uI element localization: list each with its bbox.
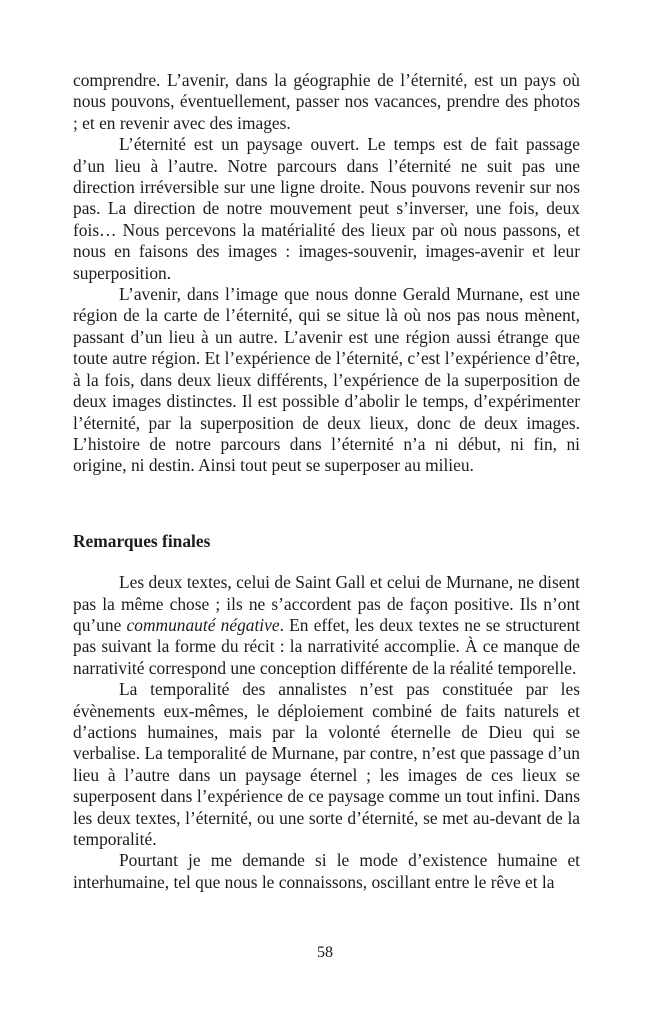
page-number: 58 [317,944,333,961]
paragraph-6: Pourtant je me demande si le mode d’existence humaine et interhumaine, tel que nous le connaissons, oscillant entre le rêve et la [73,850,580,892]
heading-gap [73,552,580,572]
paragraph-4-after: . En effet, les deux textes ne se structurent pas suivant la forme du récit : la narrativité accomplie. À ce manque de narrativité correspond une conception différente de la réalité temporelle. [73,614,581,678]
paragraph-5: La temporalité des annalistes n’est pas constituée par les évènements eux-mêmes, le déploiement combiné de faits naturels et d’actions humaines, mais par la volonté éternelle de Dieu qui se verbalise. La temporalité de Murnane, par contre, n’est que passage d’un lieu à l’autre dans un paysage éternel ; les images de ces lieux se superposent dans l’expérience de ce paysage comme un tout infini. Dans les deux textes, l’éternité, ou une sorte d’éternité, se met au-devant de la temporalité. [73,679,580,849]
paragraph-4-italic: communauté négative [126,614,280,635]
page-body [73,70,580,893]
section-heading: Remarques finales [73,530,211,551]
paragraph-4 [73,572,580,679]
paragraph-1: comprendre. L’avenir, dans la géographie de l’éternité, est un pays où nous pouvons, éventuellement, passer nos vacances, prendre des photos ; et en revenir avec des images. [73,70,580,133]
paragraph-3: L’avenir, dans l’image que nous donne Gerald Murnane, est une région de la carte de l’éternité, qui se situe là où nos pas nous mènent, passant d’un lieu à un autre. L’avenir est une région aussi étrange que toute autre région. Et l’expérience de l’éternité, c’est l’expérience d’être, à la fois, dans deux lieux différents, l’expérience de la superposition de deux images distinctes. Il est possible d’abolir le temps, d’expérimenter l’éternité, par la superposition de deux lieux, donc de deux images. L’histoire de notre parcours dans l’éternité n’a ni début, ni fin, ni origine, ni destin. Ainsi tout peut se superposer au milieu. [73,284,580,476]
paragraph-4-before: Les deux textes, celui de Saint Gall et celui de Murnane, ne disent pas la même chose ; ils ne s’accordent pas de façon positive. Ils n’ont qu’une [73,572,580,635]
paragraph-2: L’éternité est un paysage ouvert. Le temps est de fait passage d’un lieu à l’autre. Notre parcours dans l’éternité ne suit pas une direction irréversible sur une ligne droite. Nous pouvons revenir sur nos pas. La direction de notre mouvement peut s’inverser, une fois, deux fois… Nous percevons la matérialité des lieux par où nous passons, et nous en faisons des images : images-souvenir, images-avenir et leur superposition. [73,134,580,283]
